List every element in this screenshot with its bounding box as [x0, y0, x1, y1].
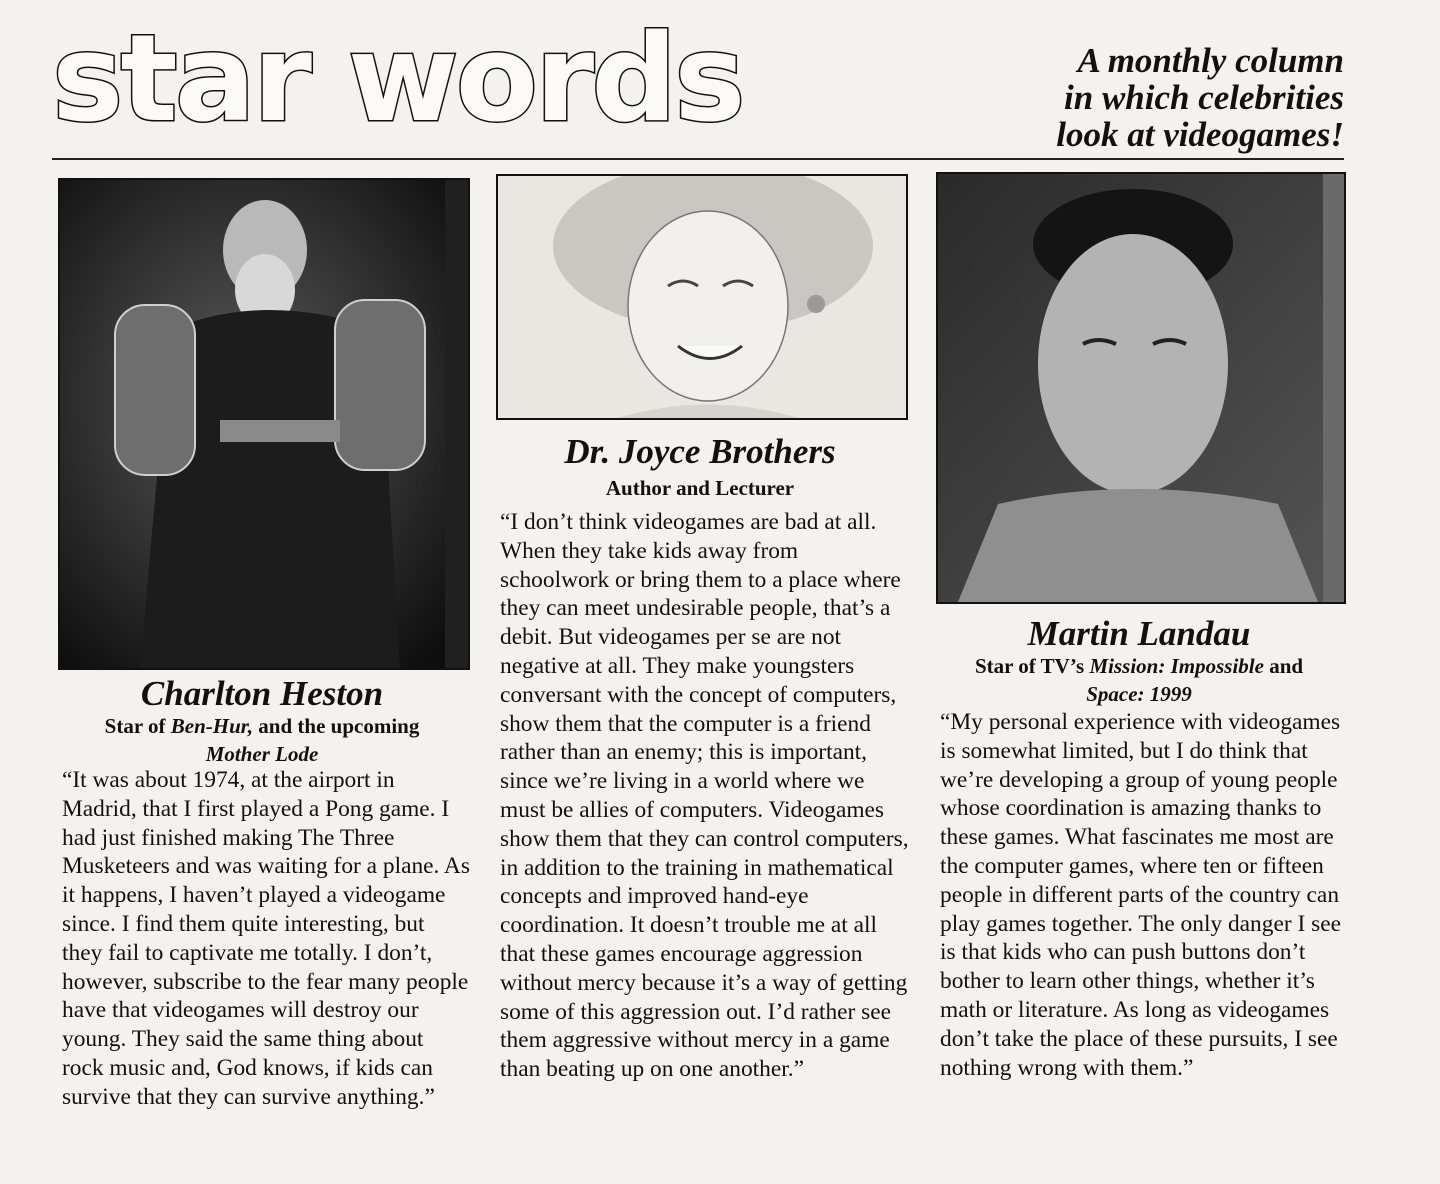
role-prefix: Star of: [104, 714, 171, 738]
role-mid: and: [1263, 654, 1304, 678]
role-prefix: Star of TV’s: [974, 654, 1090, 678]
celebrity-role: Author and Lecturer: [605, 476, 795, 500]
landau-photo: [936, 172, 1346, 604]
celebrity-quote: “It was about 1974, at the airport in Madrid, that I first played a Pong game. I had just finished making The Three Musketeers and was waiting for a plane. As it happens, I haven’t played a videogame since. I find them quite interesting, but they fail to captivate me totally. I don’t, however, subscribe to the fear many people have that videogames will destroy our young. They said the same thing about rock music and, God knows, if kids can survive that they can survive anything.”: [62, 767, 470, 1110]
celebrity-name: Dr. Joyce Brothers: [564, 432, 836, 471]
tagline-line: in which celebrities: [1064, 78, 1344, 117]
tagline-line: A monthly column: [1077, 41, 1344, 80]
celebrity-name: Charlton Heston: [140, 674, 384, 713]
role-title: Mother Lode: [205, 742, 319, 766]
celebrity-role: [58, 712, 466, 768]
celebrity-quote: “I don’t think videogames are bad at all. When they take kids away from schoolwork or bring them to a place where they can meet undesirable people, that’s a debit. But videogames per se are not negative at all. They make youngsters conversant with the concept of computers, show them that the computer is a friend rather than an enemy; this is important, since we’re living in a world where we must be allies of computers. Videogames show them that they can control computers, in addition to the training in mathematical concepts and improved hand-eye coordination. It doesn’t trouble me at all that these games encourage aggression without mercy because it’s a way of getting some of this aggression out. I’d rather see them aggressive without mercy in a game than beating up on one another.”: [500, 509, 909, 1083]
brothers-photo: [496, 174, 908, 420]
role-mid: and the upcoming: [253, 714, 420, 738]
celebrity-quote: “My personal experience with videogames is somewhat limited, but I do think that we’re developing a group of young people whose coordination is amazing thanks to these games. What fascinates me most are the computer games, where ten or fifteen people in different parts of the country can play games together. The only danger I see is that kids who can push buttons don’t bother to learn other things, whether it’s math or literature. As long as videogames don’t take the place of these pursuits, I see nothing wrong with them.”: [940, 709, 1341, 1081]
role-title: Ben-Hur,: [170, 714, 254, 738]
celebrity-role: [934, 652, 1344, 708]
heston-photo: [58, 178, 470, 670]
brothers-photo-image: [498, 176, 906, 418]
landau-photo-image: [938, 174, 1344, 602]
column-tagline: [924, 42, 1344, 153]
heston-photo-image: [60, 180, 468, 668]
role-title: Mission: Impossible: [1089, 654, 1264, 678]
role-title: Space: 1999: [1086, 682, 1192, 706]
celebrity-name: Martin Landau: [1027, 614, 1251, 653]
header-divider: [52, 158, 1344, 160]
tagline-line: look at videogames!: [1056, 115, 1344, 154]
masthead-logo: star words: [52, 10, 743, 149]
